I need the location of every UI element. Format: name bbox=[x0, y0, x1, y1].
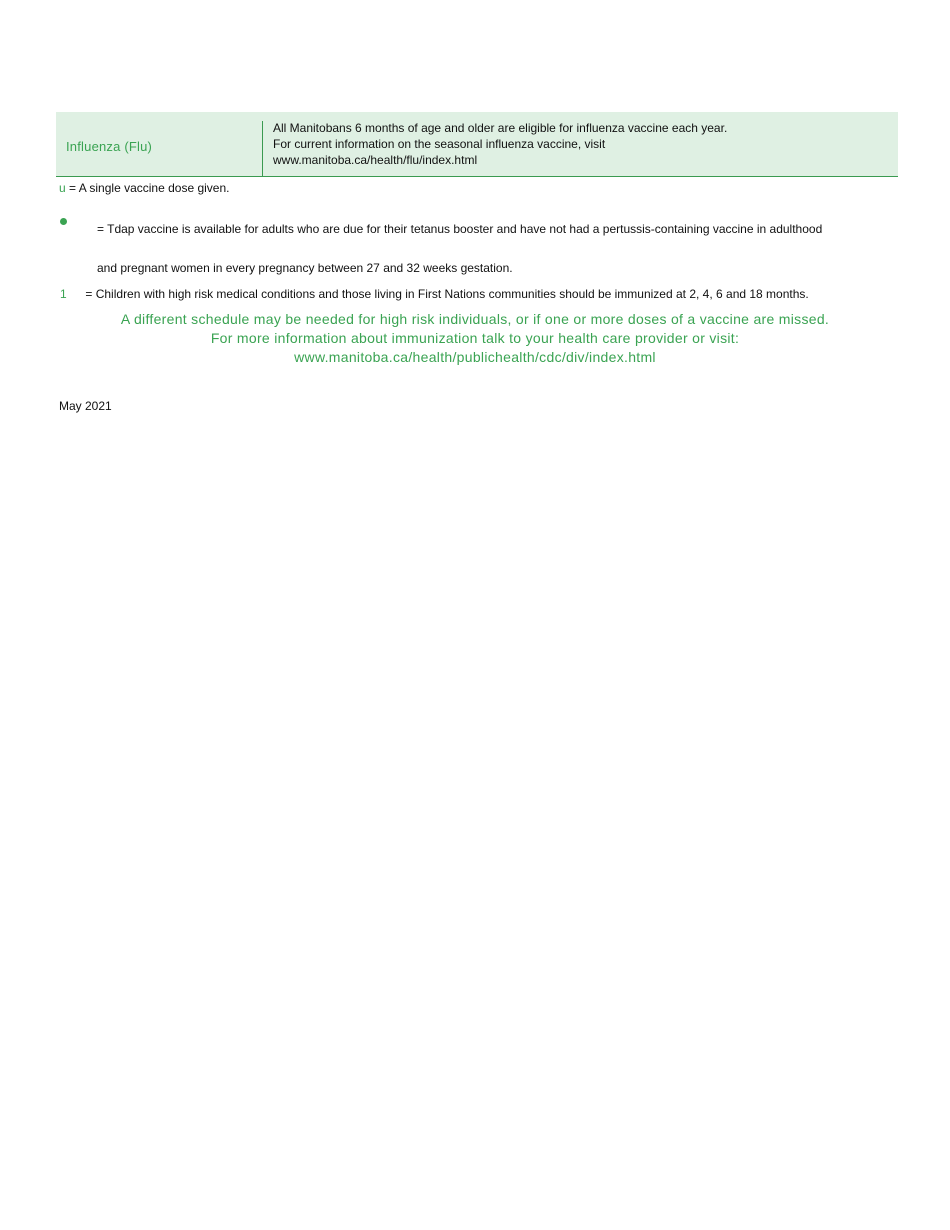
legend-tdap-line2: and pregnant women in every pregnancy between 27 and 32 weeks gestation. bbox=[97, 261, 513, 275]
u-symbol: u bbox=[59, 181, 66, 195]
column-divider bbox=[262, 121, 263, 177]
info-line-contact: For more information about immunization talk to your health care provider or visit: bbox=[210, 330, 740, 346]
legend-high-risk bbox=[60, 287, 809, 301]
footnote-one-symbol: 1 bbox=[60, 287, 67, 301]
info-line-schedule: A different schedule may be needed for high risk individuals, or if one or more doses of a vaccine are missed. bbox=[120, 311, 830, 327]
info-link[interactable]: www.manitoba.ca/health/publichealth/cdc/div/index.html bbox=[294, 349, 656, 365]
flu-link[interactable]: www.manitoba.ca/health/flu/index.html bbox=[273, 153, 478, 167]
u-text: = A single vaccine dose given. bbox=[69, 181, 230, 195]
footnote-one-text: = Children with high risk medical conditions and those living in First Nations communities should be immunized at 2, 4, 6 and 18 months. bbox=[85, 287, 809, 301]
description-line: For current information on the seasonal influenza vaccine, visit bbox=[273, 137, 606, 151]
green-dot-icon bbox=[60, 218, 67, 225]
legend-single-dose bbox=[59, 181, 229, 195]
description-line: All Manitobans 6 months of age and older are eligible for influenza vaccine each year. bbox=[273, 121, 728, 135]
table-row-influenza bbox=[56, 112, 898, 177]
vaccine-name: Influenza (Flu) bbox=[66, 139, 153, 154]
document-date: May 2021 bbox=[59, 399, 112, 413]
vaccine-description bbox=[273, 120, 727, 168]
legend-tdap-line1: = Tdap vaccine is available for adults who are due for their tetanus booster and have not had a pertussis-containing vaccine in adulthood bbox=[97, 222, 823, 236]
